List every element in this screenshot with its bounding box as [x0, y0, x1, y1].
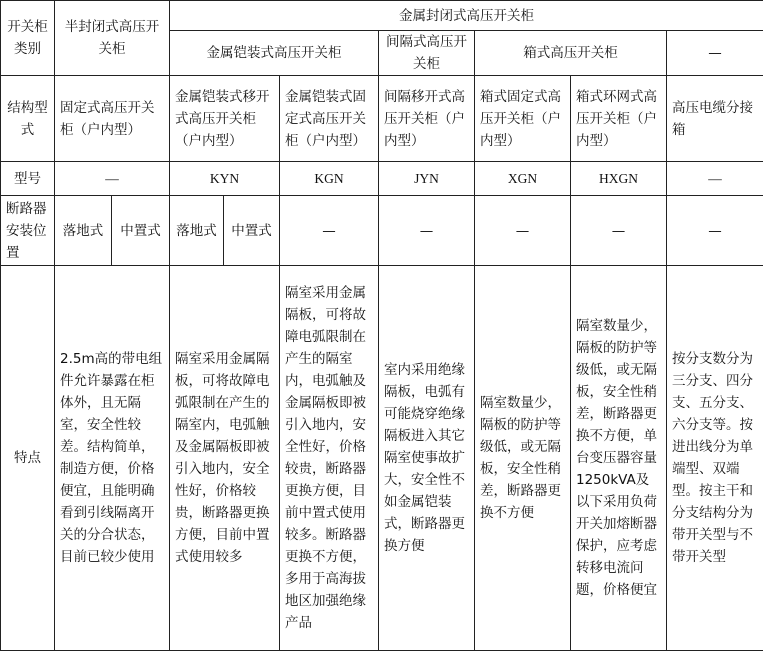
structure-cell: 金属铠装式固定式高压开关柜（户内型）	[280, 76, 379, 162]
features-cell: 2.5m高的带电组件允许暴露在柜体外，且无隔室，安全性较差。结构简单，制造方便，价格便宜，且能明确看到引线隔离开关的分合状态，目前已较少使用	[55, 266, 170, 651]
breaker-position-cell: —	[667, 196, 763, 266]
breaker-position-cell: 落地式	[55, 196, 112, 266]
breaker-position-cell: 中置式	[112, 196, 170, 266]
row-label-breaker-position: 断路器安装位置	[1, 196, 55, 266]
features-cell: 隔室数量少，隔板的防护等级低，或无隔板，安全性稍差，断路器更换不方便，单台变压器容量1250kVA及以下采用负荷开关加熔断器保护，应考虑转移电流问题，价格便宜	[571, 266, 667, 651]
row-label-features: 特点	[1, 266, 55, 651]
features-cell: 隔室数量少，隔板的防护等级低，或无隔板，安全性稍差，断路器更换不方便	[475, 266, 571, 651]
structure-cell: 箱式固定式高压开关柜（户内型）	[475, 76, 571, 162]
row-model	[1, 162, 763, 196]
header-metal-enclosed: 金属封闭式高压开关柜	[170, 1, 763, 31]
features-cell: 室内采用绝缘隔板，电弧有可能烧穿绝缘隔板进入其它隔室使事故扩大，安全性不如金属铠装式，断路器更换方便	[379, 266, 475, 651]
model-cell: XGN	[475, 162, 571, 196]
header-metal-armored: 金属铠装式高压开关柜	[170, 31, 379, 76]
model-cell: JYN	[379, 162, 475, 196]
header-row-1	[1, 1, 763, 31]
row-structure	[1, 76, 763, 162]
structure-cell: 箱式环网式高压开关柜（户内型）	[571, 76, 667, 162]
row-label-model: 型号	[1, 162, 55, 196]
structure-cell: 金属铠装式移开式高压开关柜（户内型）	[170, 76, 280, 162]
header-semi-sealed: 半封闭式高压开关柜	[55, 1, 170, 76]
structure-cell: 高压电缆分接箱	[667, 76, 763, 162]
header-category: 开关柜类别	[1, 1, 55, 76]
features-cell: 按分支数分为三分支、四分支、五分支、六分支等。按进出线分为单端型、双端型。按主干和分支结构分为带开关型与不带开关型	[667, 266, 763, 651]
header-compartment: 间隔式高压开关柜	[379, 31, 475, 76]
breaker-position-cell: 中置式	[224, 196, 280, 266]
structure-cell: 固定式高压开关柜（户内型）	[55, 76, 170, 162]
header-box-type: 箱式高压开关柜	[475, 31, 667, 76]
row-label-structure: 结构型式	[1, 76, 55, 162]
breaker-position-cell: —	[475, 196, 571, 266]
model-cell: KGN	[280, 162, 379, 196]
row-breaker-position	[1, 196, 763, 266]
model-cell: KYN	[170, 162, 280, 196]
header-dash: —	[667, 31, 763, 76]
breaker-position-cell: 落地式	[170, 196, 224, 266]
model-cell: —	[667, 162, 763, 196]
model-cell: HXGN	[571, 162, 667, 196]
features-cell: 隔室采用金属隔板，可将故障电弧限制在产生的隔室内，电弧触及金属隔板即被引入地内，安全性好，价格较贵，断路器更换方便，目前中置式使用较多。断路器更换不方便，多用于高海拔地区加强绝缘产品	[280, 266, 379, 651]
breaker-position-cell: —	[379, 196, 475, 266]
breaker-position-cell: —	[280, 196, 379, 266]
features-cell: 隔室采用金属隔板，可将故障电弧限制在产生的隔室内，电弧触及金属隔板即被引入地内，安全性好，价格较贵，断路器更换方便，目前中置式使用较多	[170, 266, 280, 651]
model-cell: —	[55, 162, 170, 196]
breaker-position-cell: —	[571, 196, 667, 266]
row-features	[1, 266, 763, 651]
structure-cell: 间隔移开式高压开关柜（户内型）	[379, 76, 475, 162]
